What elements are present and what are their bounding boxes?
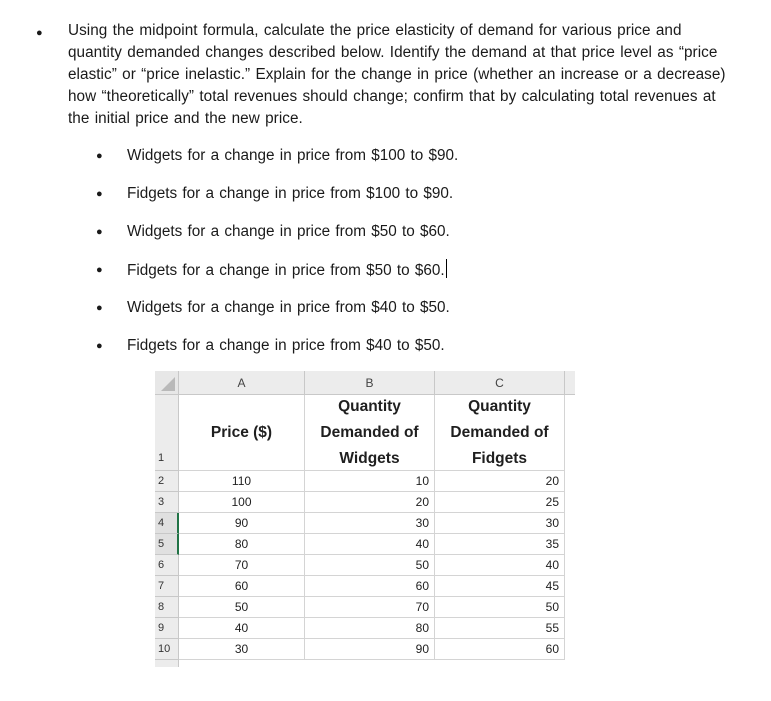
instructions-paragraph: Using the midpoint formula, calculate the price elasticity of demand for various price and quantity demanded changes described below. Identify the demand at that price level as “price elastic” or “price inelastic.” Explain for the change in price (whether an increase or a decrease) how “theoretically” total revenues should change; confirm that by calculating total revenues at the initial price and the new price. xyxy=(68,22,726,127)
table-cell-price[interactable]: 110 xyxy=(179,471,305,492)
row-header-next[interactable] xyxy=(155,660,179,667)
table-cell-widgets[interactable]: 30 xyxy=(305,513,435,534)
table-cell-widgets[interactable]: 10 xyxy=(305,471,435,492)
row-header[interactable]: 9 xyxy=(155,618,179,639)
task-label: Fidgets for a change in price from $100 to $90. xyxy=(127,185,454,202)
column-header-next[interactable] xyxy=(565,371,575,395)
task-label: Fidgets for a change in price from $50 to $60. xyxy=(127,262,445,279)
table-cell-fidgets[interactable]: 35 xyxy=(435,534,565,555)
header-line: Widgets xyxy=(339,449,400,467)
table-cell-widgets[interactable]: 70 xyxy=(305,597,435,618)
table-cell-price[interactable]: 90 xyxy=(179,513,305,534)
select-all-corner[interactable] xyxy=(155,371,179,395)
row-header[interactable]: 2 xyxy=(155,471,179,492)
text-cursor xyxy=(446,259,447,278)
corner-triangle-icon xyxy=(161,377,175,391)
column-header-c[interactable]: C xyxy=(435,371,565,395)
table-cell-fidgets[interactable]: 50 xyxy=(435,597,565,618)
row-header[interactable]: 7 xyxy=(155,576,179,597)
bullet-icon: ● xyxy=(96,302,103,314)
table-cell-widgets[interactable]: 80 xyxy=(305,618,435,639)
table-cell-fidgets[interactable]: 25 xyxy=(435,492,565,513)
column-header-b[interactable]: B xyxy=(305,371,435,395)
row-header[interactable]: 8 xyxy=(155,597,179,618)
row-header[interactable]: 4 xyxy=(155,513,179,534)
header-cell-widgets[interactable] xyxy=(305,395,435,471)
table-cell-widgets[interactable]: 20 xyxy=(305,492,435,513)
table-cell-price[interactable]: 70 xyxy=(179,555,305,576)
task-label: Widgets for a change in price from $40 to $50. xyxy=(127,299,450,316)
task-label: Widgets for a change in price from $50 to $60. xyxy=(127,223,450,240)
row-header[interactable]: 1 xyxy=(155,395,179,471)
table-cell-fidgets[interactable]: 45 xyxy=(435,576,565,597)
table-cell-fidgets[interactable]: 55 xyxy=(435,618,565,639)
table-cell-price[interactable]: 60 xyxy=(179,576,305,597)
header-line: Demanded of xyxy=(450,423,549,441)
row-header[interactable]: 6 xyxy=(155,555,179,576)
table-cell-fidgets[interactable]: 20 xyxy=(435,471,565,492)
task-label: Widgets for a change in price from $100 to $90. xyxy=(127,147,459,164)
table-cell-price[interactable]: 100 xyxy=(179,492,305,513)
table-cell-price[interactable]: 50 xyxy=(179,597,305,618)
row-header[interactable]: 5 xyxy=(155,534,179,555)
header-line: Fidgets xyxy=(471,449,528,467)
header-line: Quantity xyxy=(338,397,401,415)
table-cell-widgets[interactable]: 90 xyxy=(305,639,435,660)
main-bullet-icon: ● xyxy=(36,27,43,39)
header-line: Price ($) xyxy=(210,423,273,441)
task-label: Fidgets for a change in price from $40 to $50. xyxy=(127,337,445,354)
header-line: Quantity xyxy=(468,397,531,415)
column-header-a[interactable]: A xyxy=(179,371,305,395)
header-cell-price[interactable] xyxy=(179,395,305,471)
bullet-icon: ● xyxy=(96,264,103,276)
table-cell-price[interactable]: 80 xyxy=(179,534,305,555)
bullet-icon: ● xyxy=(96,226,103,238)
table-cell-price[interactable]: 30 xyxy=(179,639,305,660)
bullet-icon: ● xyxy=(96,340,103,352)
bullet-icon: ● xyxy=(96,150,103,162)
table-cell-price[interactable]: 40 xyxy=(179,618,305,639)
spreadsheet-image xyxy=(155,371,575,667)
table-cell-fidgets[interactable]: 60 xyxy=(435,639,565,660)
row-header[interactable]: 10 xyxy=(155,639,179,660)
header-cell-fidgets[interactable] xyxy=(435,395,565,471)
task-label-with-cursor xyxy=(127,259,447,282)
table-cell-fidgets[interactable]: 30 xyxy=(435,513,565,534)
table-cell-fidgets[interactable]: 40 xyxy=(435,555,565,576)
bullet-icon: ● xyxy=(96,188,103,200)
table-cell-widgets[interactable]: 60 xyxy=(305,576,435,597)
row-header[interactable]: 3 xyxy=(155,492,179,513)
header-line: Demanded of xyxy=(320,423,419,441)
table-cell-widgets[interactable]: 50 xyxy=(305,555,435,576)
table-cell-widgets[interactable]: 40 xyxy=(305,534,435,555)
